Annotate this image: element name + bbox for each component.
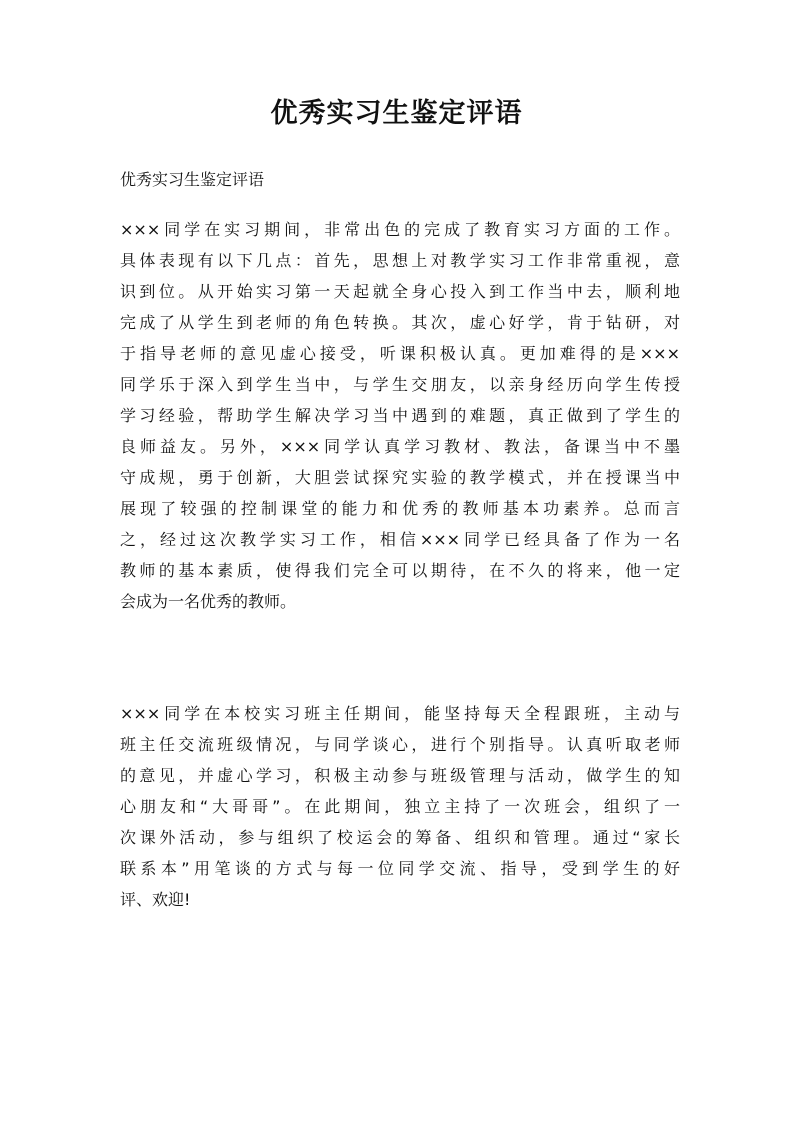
paragraph-line: 的意见，并虚心学习，积极主动参与班级管理与活动，做学生的知 <box>120 766 680 785</box>
paragraph-line: 班主任交流班级情况，与同学谈心，进行个别指导。认真听取老师 <box>120 735 680 754</box>
paragraph-line: ×××同学在实习期间，非常出色的完成了教育实习方面的工作。 <box>120 220 680 239</box>
paragraph-line: 会成为一名优秀的教师。 <box>120 592 297 611</box>
paragraph-line: 心朋友和“大哥哥”。在此期间，独立主持了一次班会，组织了一 <box>120 797 680 816</box>
paragraph-2 <box>120 698 680 915</box>
paragraph-line: 学习经验，帮助学生解决学习当中遇到的难题，真正做到了学生的 <box>120 406 680 425</box>
paragraph-1 <box>120 214 680 617</box>
document-subtitle: 优秀实习生鉴定评语 <box>120 170 265 189</box>
paragraph-line: 展现了较强的控制课堂的能力和优秀的教师基本功素养。总而言 <box>120 499 680 518</box>
paragraph-line: 完成了从学生到老师的角色转换。其次，虚心好学，肯于钻研，对 <box>120 313 680 332</box>
document-title: 优秀实习生鉴定评语 <box>270 98 523 129</box>
paragraph-line: 次课外活动，参与组织了校运会的筹备、组织和管理。通过“家长 <box>120 828 680 847</box>
paragraph-line: 同学乐于深入到学生当中，与学生交朋友，以亲身经历向学生传授 <box>120 375 680 394</box>
paragraph-line: ×××同学在本校实习班主任期间，能坚持每天全程跟班，主动与 <box>120 704 680 723</box>
paragraph-line: 评、欢迎! <box>120 890 191 909</box>
paragraph-line: 之，经过这次教学实习工作，相信×××同学已经具备了作为一名 <box>120 530 680 549</box>
paragraph-line: 良师益友。另外，×××同学认真学习教材、教法，备课当中不墨 <box>120 437 680 456</box>
paragraph-line: 教师的基本素质，使得我们完全可以期待，在不久的将来，他一定 <box>120 561 680 580</box>
paragraph-line: 识到位。从开始实习第一天起就全身心投入到工作当中去，顺利地 <box>120 282 680 301</box>
paragraph-line: 于指导老师的意见虚心接受，听课积极认真。更加难得的是××× <box>120 344 680 363</box>
paragraph-line: 守成规，勇于创新，大胆尝试探究实验的教学模式，并在授课当中 <box>120 468 680 487</box>
paragraph-line: 联系本”用笔谈的方式与每一位同学交流、指导，受到学生的好 <box>120 859 680 878</box>
paragraph-line: 具体表现有以下几点：首先，思想上对教学实习工作非常重视，意 <box>120 251 680 270</box>
